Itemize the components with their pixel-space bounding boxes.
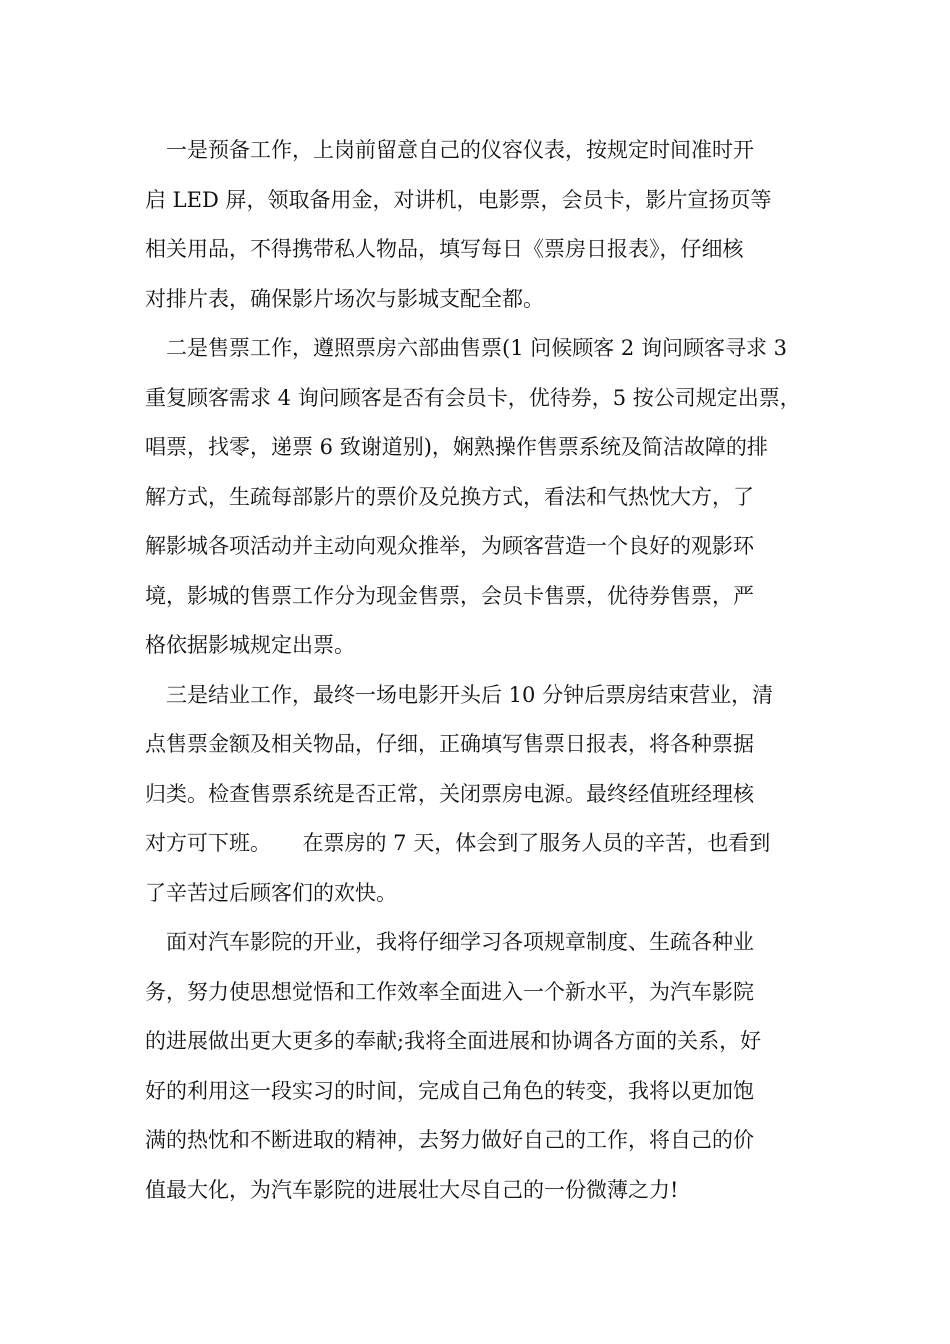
text-line: 了辛苦过后顾客们的欢快。 [145, 880, 397, 905]
text-line: 境，影城的售票工作分为现金售票，会员卡售票，优待券售票，严 [145, 583, 754, 608]
paragraph-closing-work [145, 671, 815, 919]
paragraph-ticket-sales [145, 324, 815, 671]
text-line: 解影城各项活动并主动向观众推举，为顾客营造一个良好的观影环 [145, 534, 754, 558]
text-line: 启 LED 屏，领取备用金，对讲机，电影票，会员卡，影片宣扬页等 [145, 187, 772, 212]
paragraph-future-plans [145, 918, 815, 1215]
text-line: 好的利用这一段实习的时间，完成自己角色的转变，我将以更加饱 [145, 1078, 754, 1103]
text-line: 相关用品，不得携带私人物品，填写每日《票房日报表》，仔细核 [145, 237, 744, 261]
document-body [145, 126, 815, 1215]
text-line: 一是预备工作，上岗前留意自己的仪容仪表，按规定时间准时开 [166, 138, 754, 162]
text-line: 的进展做出更大更多的奉献;我将全面进展和协调各方面的关系，好 [145, 1029, 762, 1053]
text-line: 对排片表，确保影片场次与影城支配全都。 [145, 286, 544, 311]
text-line: 归类。检查售票系统是否正常，关闭票房电源。最终经值班经理核 [145, 781, 754, 806]
paragraph-preparation-work [145, 126, 815, 324]
text-line: 满的热忱和不断进取的精神，去努力做好自己的工作，将自己的价 [145, 1128, 754, 1152]
text-line: 务，努力使思想觉悟和工作效率全面进入一个新水平，为汽车影院 [145, 979, 754, 1004]
text-line: 三是结业工作，最终一场电影开头后 10 分钟后票房结束营业，清 [166, 682, 774, 707]
text-line: 面对汽车影院的开业，我将仔细学习各项规章制度、生疏各种业 [166, 930, 754, 954]
text-line: 解方式，生疏每部影片的票价及兑换方式，看法和气热忱大方，了 [145, 484, 754, 509]
text-line: 二是售票工作，遵照票房六部曲售票(1 问候顾客 2 询问顾客寻求 3 [166, 336, 787, 360]
text-line: 值最大化，为汽车影院的进展壮大尽自己的一份微薄之力! [145, 1177, 679, 1202]
text-line: 唱票，找零，递票 6 致谢道别)，娴熟操作售票系统及简洁故障的排 [145, 435, 768, 459]
text-line: 对方可下班。 在票房的 7 天，体会到了服务人员的辛苦，也看到 [145, 831, 771, 855]
text-line: 重复顾客需求 4 询问顾客是否有会员卡，优待券，5 按公司规定出票， [145, 385, 801, 410]
text-line: 格依据影城规定出票。 [145, 633, 355, 657]
text-line: 点售票金额及相关物品，仔细，正确填写售票日报表，将各种票据 [145, 732, 754, 756]
